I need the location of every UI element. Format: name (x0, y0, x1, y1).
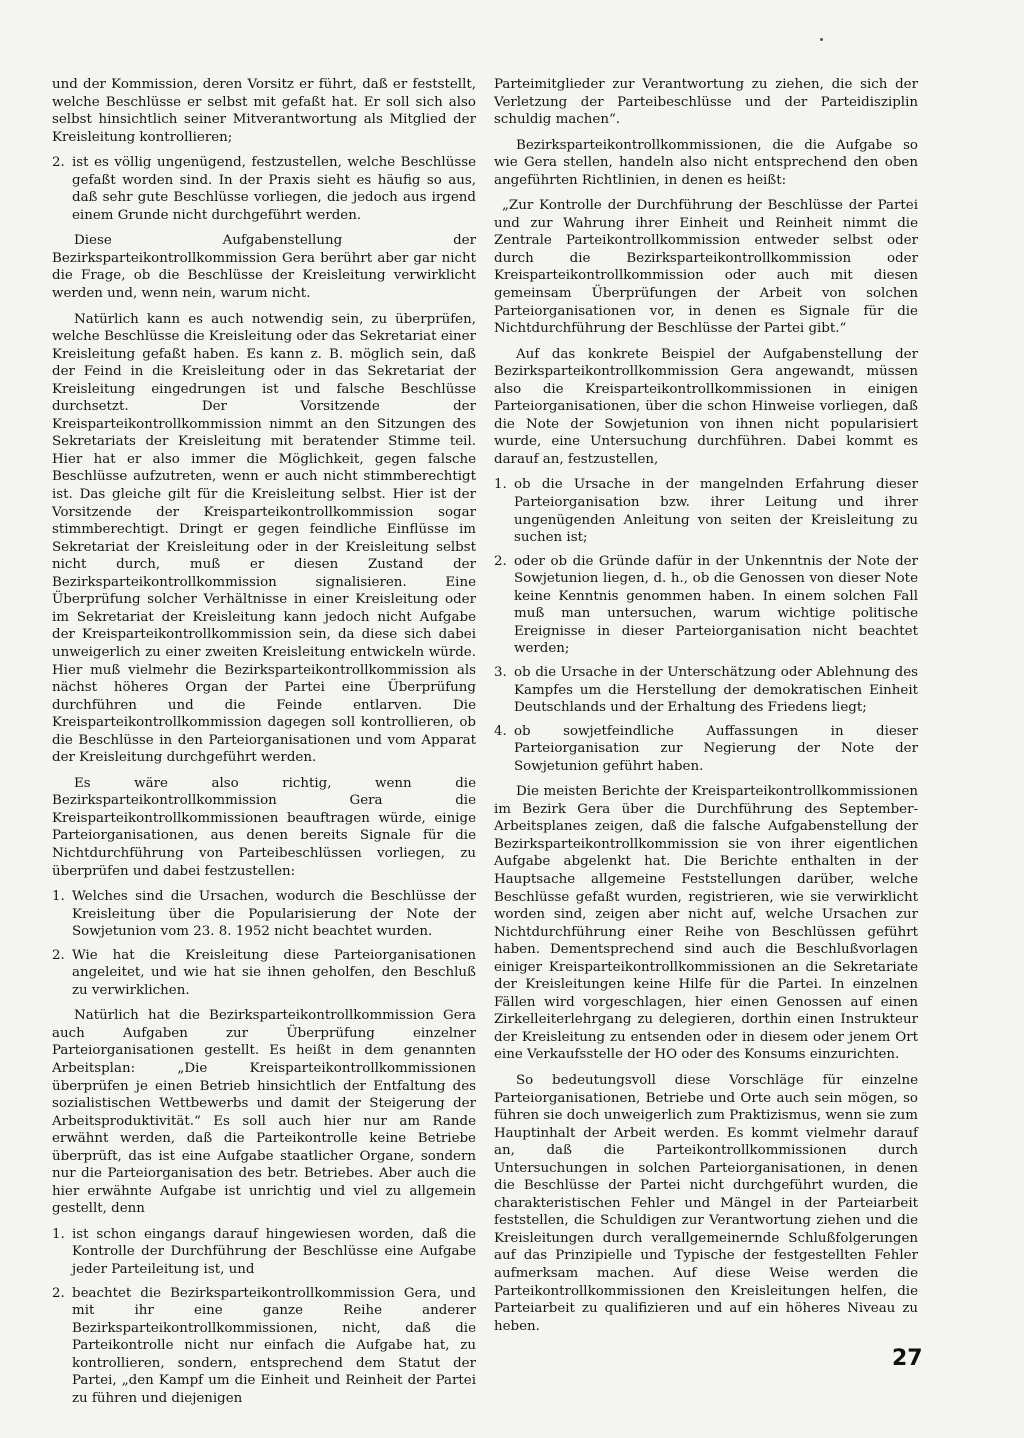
paragraph: Die meisten Berichte der Kreisparteikontrollkommissionen im Bezirk Gera über die Durchführung des September-Arbeitsplanes zeigen, daß die falsche Aufgabenstellung der Bezirksparteikontrollkommission sie von ihrer eigentlichen Aufgabe abgelenkt hat. Die Berichte enthalten in der Hauptsache allgemeine Feststellungen darüber, welche Beschlüsse gefaßt wurden, registrieren, wie sie verwirklicht worden sind, zeigen aber nicht auf, welche Ursachen zur Nichtdurchführung einer Reihe von Beschlüssen geführt haben. Dementsprechend sind auch die Beschlußvorlagen einiger Kreisparteikontrollkommissionen an die Sekretariate der Kreisleitungen keine Hilfe für die Partei. In einzelnen Fällen wird vorgeschlagen, hier einen Genossen auf einen Zirkelleiterlehrgang zu delegieren, dorthin einen Instrukteur der Kreisleitung zu entsenden oder in diesem oder jenem Ort eine Verkaufsstelle der HO oder des Konsums einzurichten. (494, 784, 918, 1063)
list-item (494, 723, 918, 776)
numbered-list (494, 476, 918, 775)
list-number: 1. (52, 889, 65, 905)
list-text: ist es völlig ungenügend, festzustellen, welche Beschlüsse gefaßt worden sind. In der Praxis sieht es häufig so aus, daß sehr gute Beschlüsse vorliegen, die jedoch aus irgend einem Grunde nicht durchgeführt werden. (72, 155, 476, 223)
paragraph: Es wäre also richtig, wenn die Bezirksparteikontrollkommission Gera die Kreisparteikontrollkommissionen beauftragen würde, einige Parteiorganisationen, aus denen bereits Signale für die Nichtdurchführung von Parteibeschlüssen vorliegen, zu überprüfen und dabei festzustellen: (52, 775, 476, 879)
paragraph: Diese Aufgabenstellung der Bezirksparteikontrollkommission Gera berührt aber gar nicht die Frage, ob die Beschlüsse der Kreisleitung verwirklicht werden und, wenn nein, warum nicht. (52, 233, 476, 302)
list-text: ob die Ursache in der mangelnden Erfahrung dieser Parteiorganisation bzw. ihrer Leitung und ihrer ungenügenden Anleitung von seiten der Kreisleitung zu suchen ist; (514, 477, 918, 546)
list-number: 2. (52, 155, 65, 171)
list-number: 3. (494, 664, 507, 680)
right-column (494, 76, 918, 1343)
numbered-list (52, 154, 476, 224)
list-text: oder ob die Gründe dafür in der Unkenntnis der Note der Sowjetunion liegen, d. h., ob die Genossen von dieser Note keine Kenntnis genommen haben. In einem solchen Fall muß man untersuchen, warum wichtige politische Ereignisse in dieser Parteiorganisation nicht beachtet werden; (514, 553, 918, 657)
numbered-list (52, 1226, 476, 1407)
list-text: ob die Ursache in der Unterschätzung oder Ablehnung des Kampfes um die Herstellung der demokratischen Einheit Deutschlands und der Erhaltung des Friedens liegt; (514, 664, 918, 716)
paragraph: Auf das konkrete Beispiel der Aufgabenstellung der Bezirksparteikontrollkommission Gera angewandt, müssen also die Kreisparteikontrollkommissionen in einigen Parteiorganisationen, über die schon Hinweise vorliegen, daß die Note der Sowjetunion von ihnen nicht popularisiert wurde, eine Untersuchung durchführen. Dabei kommt es darauf an, festzustellen, (494, 346, 918, 467)
list-item (52, 947, 476, 1000)
list-number: 2. (52, 947, 65, 963)
paragraph: So bedeutungsvoll diese Vorschläge für einzelne Parteiorganisationen, Betriebe und Orte auch sein mögen, so führen sie doch unweigerlich zum Praktizismus, wenn sie zum Hauptinhalt der Arbeit werden. Es kommt vielmehr darauf an, daß die Parteikontrollkommissionen durch Untersuchungen in solchen Parteiorganisationen, in denen die Beschlüsse der Partei nicht durchgeführt wurden, die charakteristischen Fehler und Mängel in der Parteiarbeit feststellen, die Schuldigen zur Verantwortung ziehen und die Kreisleitungen durch verallgemeinernde Schlußfolgerungen auf das Prinzipielle und Typische der festgestellten Fehler aufmerksam machen. Auf diese Weise werden die Parteikontrollkommissionen den Kreisleitungen helfen, die Parteiarbeit zu qualifizieren und auf ein höheres Niveau zu heben. (494, 1072, 918, 1334)
list-item (494, 476, 918, 546)
list-text: Wie hat die Kreisleitung diese Parteiorganisationen angeleitet, und wie hat sie ihnen geholfen, den Beschluß zu verwirklichen. (72, 947, 476, 998)
list-item (494, 664, 918, 717)
paragraph: Bezirksparteikontrollkommissionen, die die Aufgabe so wie Gera stellen, handeln also nicht entsprechend den oben angeführten Richtlinien, in denen es heißt: (494, 137, 918, 188)
list-text: Welches sind die Ursachen, wodurch die Beschlüsse der Kreisleitung über die Popularisierung der Note der Sowjetunion vom 23. 8. 1952 nicht beachtet wurden. (72, 889, 476, 940)
left-column (52, 76, 476, 1415)
list-text: ob sowjetfeindliche Auffassungen in dieser Parteiorganisation zur Negierung der Note der Sowjetunion geführt haben. (514, 723, 918, 774)
list-text: beachtet die Bezirksparteikontrollkommission Gera, und mit ihr eine ganze Reihe anderer Bezirksparteikontrollkommissionen, nicht, daß die Parteikontrolle nicht nur einfach die Aufgabe hat, zu kontrollieren, sondern, entsprechend dem Statut der Partei, „den Kampf um die Einheit und Reinheit der Partei zu führen und diejenigen (72, 1285, 476, 1406)
list-number: 2. (52, 1285, 65, 1301)
list-text: ist schon eingangs darauf hingewiesen worden, daß die Kontrolle der Durchführung der Beschlüsse eine Aufgabe jeder Parteileitung ist, und (72, 1226, 476, 1277)
list-item (52, 888, 476, 941)
page-number: 27 (892, 1346, 923, 1371)
paragraph: Natürlich hat die Bezirksparteikontrollkommission Gera auch Aufgaben zur Überprüfung einzelner Parteiorganisationen gestellt. Es heißt in dem genannten Arbeitsplan: „Die Kreisparteikontrollkommissionen überprüfen je einen Betrieb hinsichtlich der Entfaltung des sozialistischen Wettbewerbs und damit der Steigerung der Arbeitsproduktivität.“ Es soll auch hier nur am Rande erwähnt werden, daß die Parteikontrolle keine Betriebe überprüft, das ist eine Aufgabe staatlicher Organe, sondern nur die Parteiorganisation des betr. Betriebes. Aber auch die hier erwähnte Aufgabe ist unrichtig und viel zu allgemein gestellt, denn (52, 1008, 476, 1217)
paragraph: Natürlich kann es auch notwendig sein, zu überprüfen, welche Beschlüsse die Kreisleitung oder das Sekretariat einer Kreisleitung gefaßt haben. Es kann z. B. möglich sein, daß der Feind in die Kreisleitung oder in das Sekretariat der Kreisleitung eingedrungen ist und falsche Beschlüsse durchsetzt. Der Vorsitzende der Kreisparteikontrollkommission nimmt an den Sitzungen des Sekretariats der Kreisleitung mit beratender Stimme teil. Hier hat er also immer die Möglichkeit, gegen falsche Beschlüsse aufzutreten, wenn er auch nicht stimmberechtigt ist. Das gleiche gilt für die Kreisleitung selbst. Hier ist der Vorsitzende der Kreisparteikontrollkommission sogar stimmberechtigt. Dringt er gegen feindliche Einflüsse im Sekretariat der Kreisleitung oder in der Kreisleitung selbst nicht durch, muß er diesen Zustand der Bezirksparteikontrollkommission signalisieren. Eine Überprüfung solcher Verhältnisse in einer Kreisleitung oder im Sekretariat der Kreisleitung kann jedoch nicht Aufgabe der Kreisparteikontrollkommission sein, da diese sich dabei unweigerlich zu einer zweiten Kreisleitung entwickeln würde. Hier muß vielmehr die Bezirksparteikontrollkommission als nächst höheres Organ der Partei eine Überprüfung durchführen und die Feinde entlarven. Die Kreisparteikontrollkommission dagegen soll kontrollieren, ob die Beschlüsse in den Parteiorganisationen und vom Apparat der Kreisleitung durchgeführt werden. (52, 311, 476, 766)
list-number: 4. (494, 723, 507, 739)
list-number: 1. (494, 477, 507, 493)
list-number: 2. (494, 553, 507, 569)
list-item (52, 1285, 476, 1408)
quotation: „Zur Kontrolle der Durchführung der Beschlüsse der Partei und zur Wahrung ihrer Einheit und Reinheit nimmt die Zentrale Parteikontrollkommission entweder selbst oder durch die Bezirksparteikontrollkommission oder Kreisparteikontrollkommission oder auch mit diesen gemeinsam Überprüfungen der Arbeit von solchen Parteiorganisationen vor, in denen es Signale für die Nichtdurchführung der Beschlüsse der Partei gibt.“ (494, 198, 918, 337)
list-item (52, 1226, 476, 1279)
paragraph: und der Kommission, deren Vorsitz er führt, daß er feststellt, welche Beschlüsse er selbst mit gefaßt hat. Er soll sich also selbst hinsichtlich seiner Mitverantwortung als Mitglied der Kreisleitung kontrollieren; (52, 77, 476, 145)
list-number: 1. (52, 1226, 65, 1242)
list-item (52, 154, 476, 224)
print-speck (820, 38, 823, 41)
paragraph: Parteimitglieder zur Verantwortung zu ziehen, die sich der Verletzung der Parteibeschlüsse und der Parteidisziplin schuldig machen“. (494, 77, 918, 128)
list-item (494, 553, 918, 658)
numbered-list (52, 888, 476, 999)
